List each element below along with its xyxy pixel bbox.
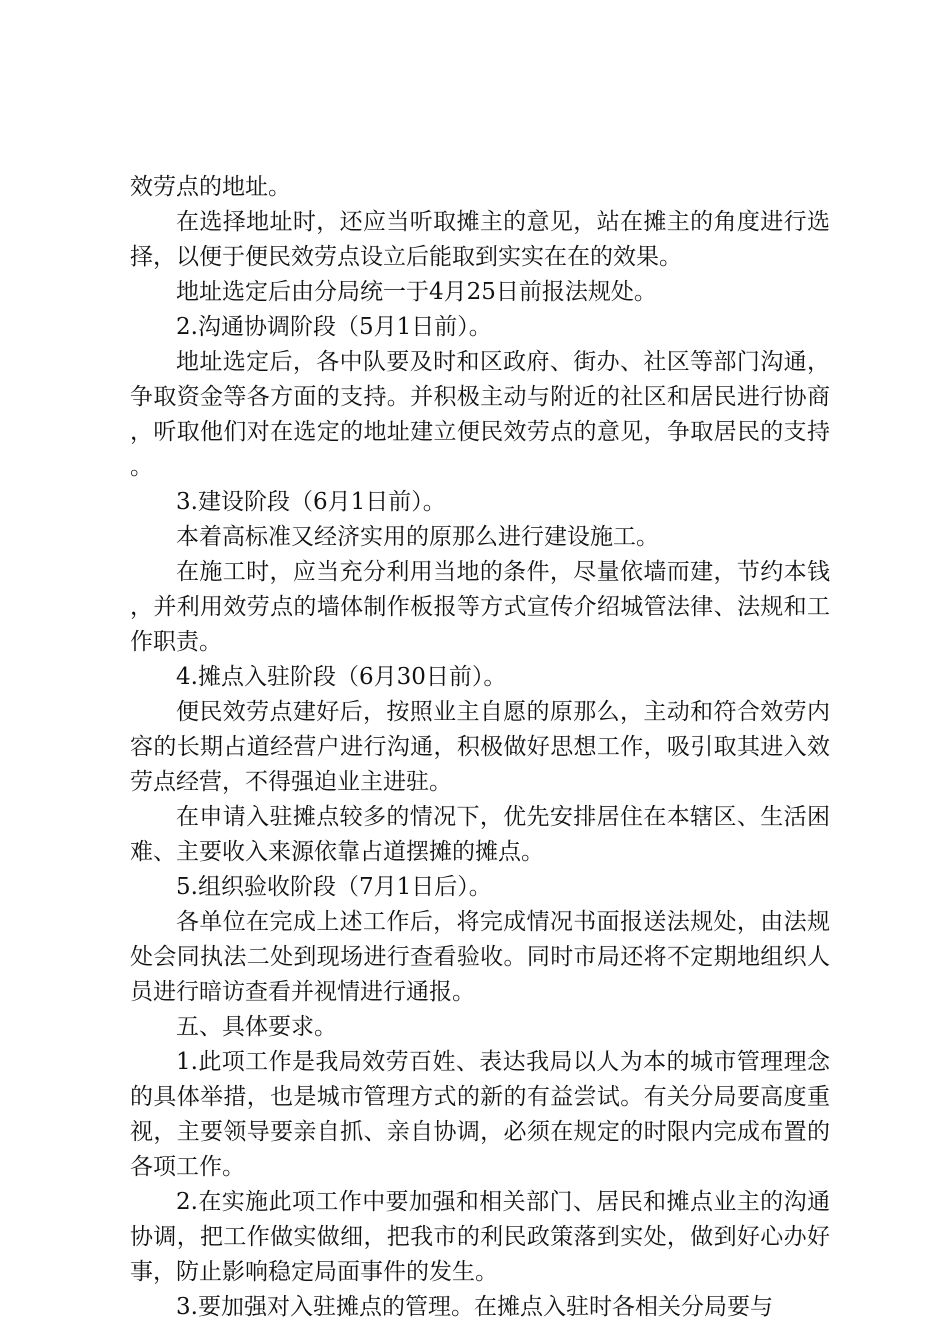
paragraph-construction-detail: 在施工时，应当充分利用当地的条件，尽量依墙而建，节约本钱，并利用效劳点的墙体制作板报等方式宣传介绍城管法律、法规和工作职责。 [130,559,830,655]
heading-section-5: 五、具体要求。 [176,1014,337,1040]
heading-stage-5: 5.组织验收阶段（7月1日后）。 [176,874,492,900]
paragraph-construction-principle: 本着高标准又经济实用的原那么进行建设施工。 [176,524,659,550]
paragraph-vendor-entry: 便民效劳点建好后，按照业主自愿的原那么，主动和符合效劳内容的长期占道经营户进行沟通，积极做好思想工作，吸引取其进入效劳点经营，不得强迫业主进驻。 [130,699,830,795]
heading-stage-4: 4.摊点入驻阶段（6月30日前）。 [176,664,507,690]
paragraph-site-report: 地址选定后由分局统一于4月25日前报法规处。 [176,279,657,305]
paragraph-coordination: 地址选定后，各中队要及时和区政府、街办、社区等部门沟通，争取资金等各方面的支持。并积极主动与附近的社区和居民进行协商，听取他们对在选定的地址建立便民效劳点的意见，争取居民的支持。 [130,349,830,480]
paragraph-requirement-3: 3.要加强对入驻摊点的管理。在摊点入驻时各相关分局要与 [176,1294,773,1320]
heading-stage-2: 2.沟通协调阶段（5月1日前）。 [176,314,492,340]
paragraph-continuation: 效劳点的地址。 [130,174,291,200]
paragraph-site-selection-opinion: 在选择地址时，还应当听取摊主的意见，站在摊主的角度进行选择，以便于便民效劳点设立后能取到实实在在的效果。 [130,209,830,270]
paragraph-acceptance: 各单位在完成上述工作后，将完成情况书面报送法规处，由法规处会同执法二处到现场进行查看验收。同时市局还将不定期地组织人员进行暗访查看并视情进行通报。 [130,909,830,1005]
paragraph-vendor-priority: 在申请入驻摊点较多的情况下，优先安排居住在本辖区、生活困难、主要收入来源依靠占道摆摊的摊点。 [130,804,830,865]
heading-stage-3: 3.建设阶段（6月1日前）。 [176,489,446,515]
paragraph-requirement-2: 2.在实施此项工作中要加强和相关部门、居民和摊点业主的沟通协调，把工作做实做细，把我市的利民政策落到实处，做到好心办好事，防止影响稳定局面事件的发生。 [130,1189,830,1285]
paragraph-requirement-1: 1.此项工作是我局效劳百姓、表达我局以人为本的城市管理理念的具体举措，也是城市管理方式的新的有益尝试。有关分局要高度重视，主要领导要亲自抓、亲自协调，必须在规定的时限内完成布置的各项工作。 [130,1049,830,1180]
document-body [130,170,830,1325]
